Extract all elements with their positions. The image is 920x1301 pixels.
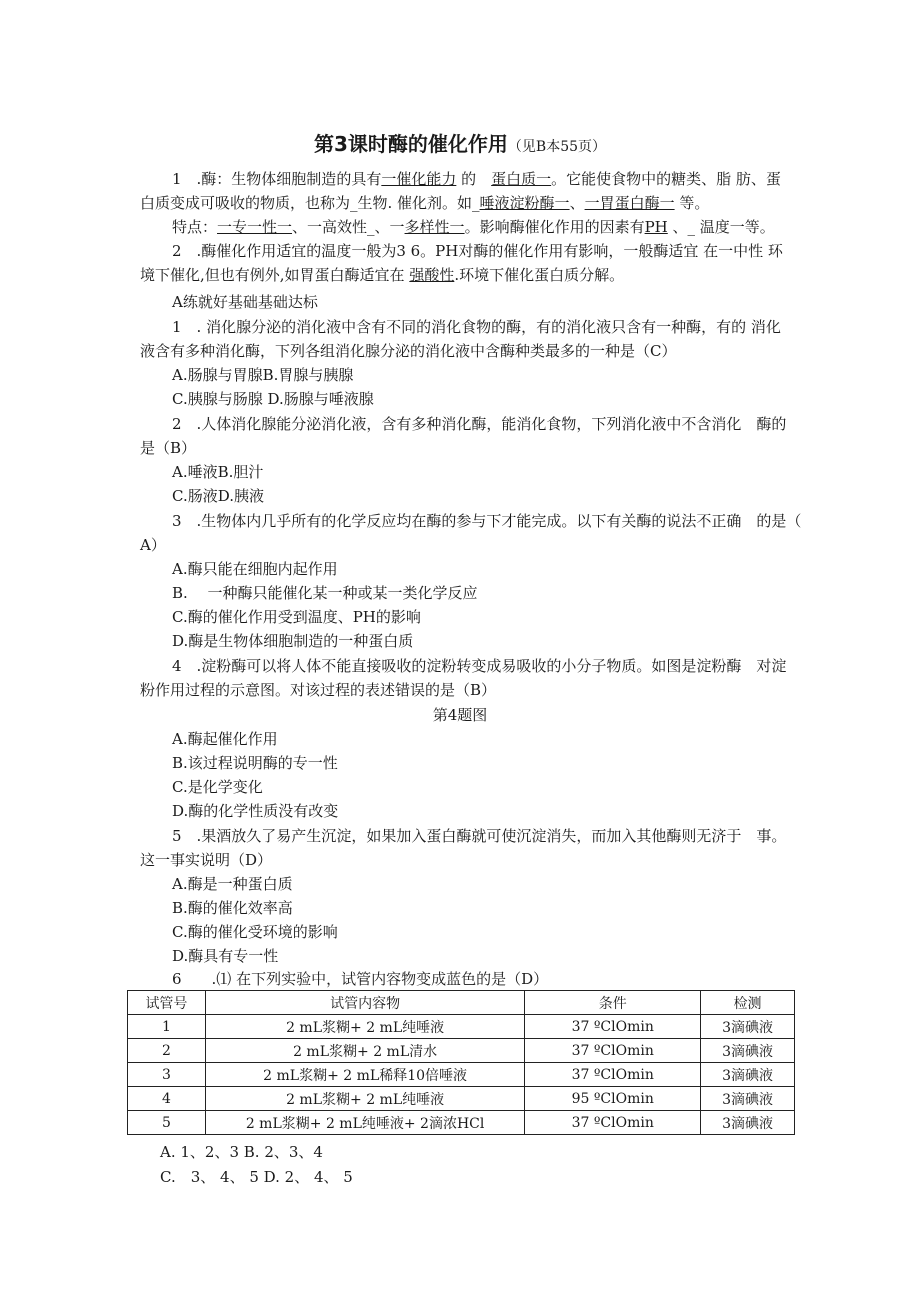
cell-tube-no: 4 [128, 1087, 206, 1111]
q6-option-ab: A. 1、2、3 B. 2、3、4 [160, 1143, 323, 1161]
cell-contents: 2 mL浆糊+ 2 mL纯唾液 [205, 1015, 524, 1039]
cell-contents: 2 mL浆糊+ 2 mL纯唾液+ 2滴浓HCl [205, 1111, 524, 1135]
header-test: 检测 [701, 991, 795, 1015]
intro-line-1: 1 .酶：生物体细胞制造的具有一催化能力 的 蛋白质一。它能使食物中的糖类、脂 肪、蛋 [172, 170, 781, 188]
q4-option-a: A.酶起催化作用 [172, 730, 278, 748]
q1-option-cd: C.胰腺与肠腺 D.肠腺与唾液腺 [172, 390, 374, 408]
experiment-table [127, 990, 795, 1135]
cell-test: 3滴碘液 [701, 1111, 795, 1135]
q2-stem-2: 是（B） [140, 439, 197, 457]
cell-tube-no: 3 [128, 1063, 206, 1087]
q3-stem-1: 3 .生物体内几乎所有的化学反应均在酶的参与下才能完成。以下有关酶的说法不正确 的是（ [172, 512, 802, 530]
cell-contents: 2 mL浆糊+ 2 mL纯唾液 [205, 1087, 524, 1111]
q3-option-a: A.酶只能在细胞内起作用 [172, 560, 338, 578]
intro-line-2: 白质变成可吸收的物质，也称为_生物. 催化剂。如_唾液淀粉酶一、一胃蛋白酶一 等。 [140, 194, 710, 212]
table-row [128, 1063, 795, 1087]
intro-line-4: 2 .酶催化作用适宜的温度一般为3 6。PH对酶的催化作用有影响，一般酶适宜 在一中性 环 [172, 242, 783, 260]
q5-option-d: D.酶具有专一性 [172, 947, 279, 965]
cell-test: 3滴碘液 [701, 1063, 795, 1087]
cell-tube-no: 5 [128, 1111, 206, 1135]
q1-stem-2: 液含有多种消化酶，下列各组消化腺分泌的消化液中含酶种类最多的一种是（C） [140, 342, 677, 360]
q3-option-c: C.酶的催化作用受到温度、PH的影响 [172, 608, 421, 626]
cell-test: 3滴碘液 [701, 1087, 795, 1111]
table-row [128, 1015, 795, 1039]
cell-tube-no: 2 [128, 1039, 206, 1063]
q1-option-ab: A.肠腺与胃腺B.胃腺与胰腺 [172, 366, 354, 384]
q3-option-d: D.酶是生物体细胞制造的一种蛋白质 [172, 632, 414, 650]
q3-option-b: B. 一种酶只能催化某一种或某一类化学反应 [172, 584, 478, 602]
table-header-row [128, 991, 795, 1015]
section-heading: A练就好基础基础达标 [172, 293, 318, 311]
q4-stem-1: 4 .淀粉酶可以将人体不能直接吸收的淀粉转变成易吸收的小分子物质。如图是淀粉酶 对淀 [172, 657, 787, 675]
header-condition: 条件 [525, 991, 701, 1015]
q5-option-a: A.酶是一种蛋白质 [172, 875, 293, 893]
table-row [128, 1087, 795, 1111]
cell-condition: 37 ºClOmin [525, 1039, 701, 1063]
cell-contents: 2 mL浆糊+ 2 mL稀释10倍唾液 [205, 1063, 524, 1087]
q6-option-cd: C. 3、 4、 5 D. 2、 4、 5 [160, 1168, 353, 1186]
cell-condition: 37 ºClOmin [525, 1063, 701, 1087]
q6-stem: 6 .⑴ 在下列实验中，试管内容物变成蓝色的是（D） [172, 970, 549, 988]
cell-tube-no: 1 [128, 1015, 206, 1039]
q2-stem-1: 2 .人体消化腺能分泌消化液，含有多种消化酶，能消化食物，下列消化液中不含消化 酶的 [172, 415, 787, 433]
q4-option-b: B.该过程说明酶的专一性 [172, 754, 338, 772]
header-tube-no: 试管号 [128, 991, 206, 1015]
q5-option-b: B.酶的催化效率高 [172, 899, 293, 917]
q5-stem-1: 5 .果酒放久了易产生沉淀，如果加入蛋白酶就可使沉淀消失，而加入其他酶则无济于 事。 [172, 827, 787, 845]
q4-option-d: D.酶的化学性质没有改变 [172, 802, 339, 820]
q3-stem-2: A） [140, 536, 166, 554]
q4-stem-2: 粉作用过程的示意图。对该过程的表述错误的是（B） [140, 681, 497, 699]
intro-line-3: 特点：一专一性一、一高效性_、一多样性一。影响酶催化作用的因素有PH 、_ 温度一等。 [172, 218, 775, 236]
cell-condition: 37 ºClOmin [525, 1111, 701, 1135]
intro-line-5: 境下催化,但也有例外,如胃蛋白酶适宜在 强酸性.环境下催化蛋白质分解。 [140, 266, 625, 284]
cell-contents: 2 mL浆糊+ 2 mL清水 [205, 1039, 524, 1063]
q2-option-cd: C.肠液D.胰液 [172, 487, 264, 505]
table-row [128, 1111, 795, 1135]
page-title: 第3课时酶的催化作用（见B本55页） [313, 132, 607, 156]
q1-stem-1: 1 . 消化腺分泌的消化液中含有不同的消化食物的酶，有的消化液只含有一种酶，有的 消化 [172, 318, 781, 336]
cell-condition: 95 ºClOmin [525, 1087, 701, 1111]
q4-option-c: C.是化学变化 [172, 778, 263, 796]
header-contents: 试管内容物 [205, 991, 524, 1015]
q5-stem-2: 这一事实说明（D） [140, 851, 273, 869]
table-row [128, 1039, 795, 1063]
cell-test: 3滴碘液 [701, 1015, 795, 1039]
cell-condition: 37 ºClOmin [525, 1015, 701, 1039]
q4-figure-caption: 第4题图 [432, 706, 488, 724]
q2-option-ab: A.唾液B.胆汁 [172, 463, 264, 481]
q5-option-c: C.酶的催化受环境的影响 [172, 923, 338, 941]
cell-test: 3滴碘液 [701, 1039, 795, 1063]
